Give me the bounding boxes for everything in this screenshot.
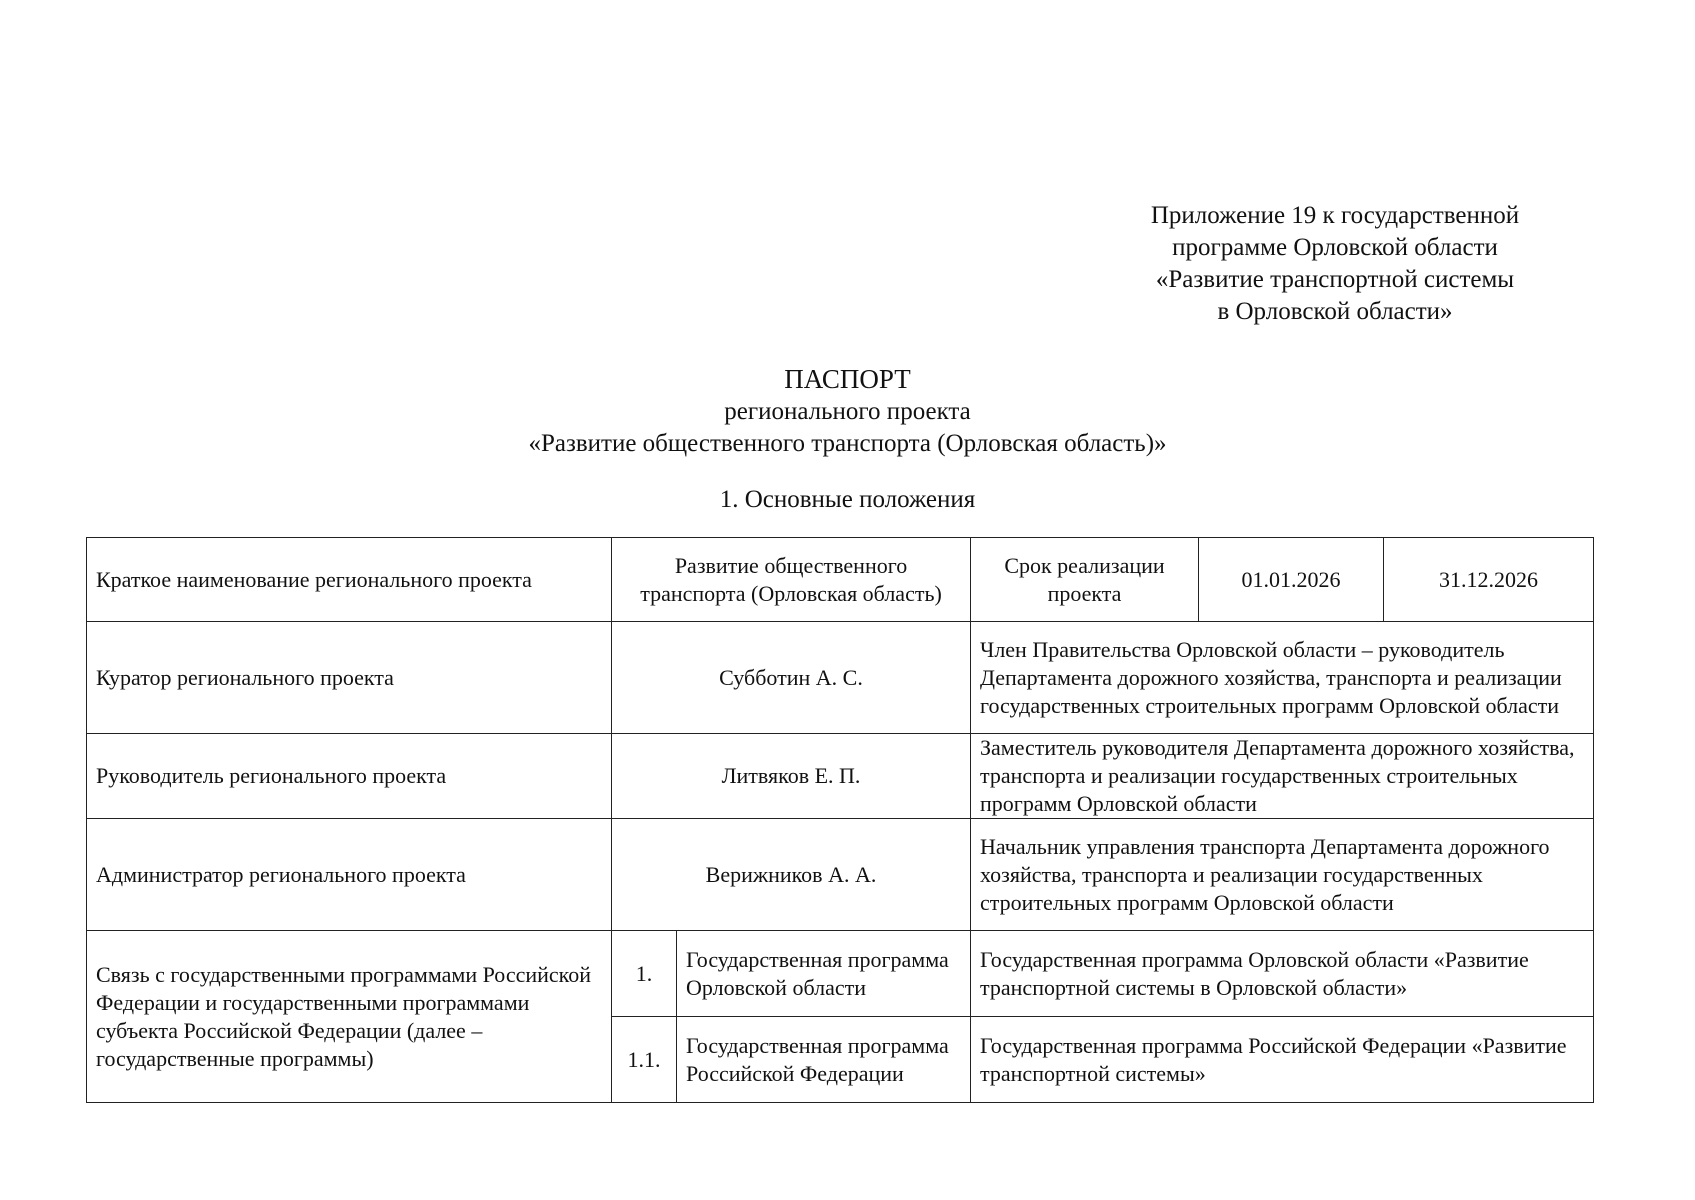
- main-provisions-table: [86, 537, 1594, 1103]
- term-end-date: 31.12.2026: [1384, 538, 1594, 622]
- program-name: Государственная программа Российской Федерации «Развитие транспортной системы»: [971, 1017, 1594, 1103]
- head-label: Руководитель регионального проекта: [87, 734, 612, 819]
- curator-name: Субботин А. С.: [612, 622, 971, 734]
- program-row-number: 1.: [612, 931, 677, 1017]
- term-start-date: 01.01.2026: [1199, 538, 1384, 622]
- short-name-label: Краткое наименование регионального проекта: [87, 538, 612, 622]
- section-heading: 1. Основные положения: [719, 486, 976, 513]
- document-subtitle: регионального проекта: [724, 398, 971, 425]
- program-type: Государственная программа Орловской области: [677, 931, 971, 1017]
- appendix-line: «Развитие транспортной системы: [1155, 266, 1515, 293]
- admin-label: Администратор регионального проекта: [87, 819, 612, 931]
- short-name-value: Развитие общественного транспорта (Орловская область): [612, 538, 971, 622]
- project-name-heading: «Развитие общественного транспорта (Орловская область)»: [528, 430, 1167, 457]
- table-row: [87, 734, 1594, 819]
- head-name: Литвяков Е. П.: [612, 734, 971, 819]
- program-links-label: Связь с государственными программами Российской Федерации и государственными программами субъекта Российской Федерации (далее – государственные программы): [87, 931, 612, 1103]
- appendix-line: Приложение 19 к государственной: [1150, 202, 1520, 229]
- document-title: ПАСПОРТ: [784, 364, 911, 394]
- curator-position: Член Правительства Орловской области – руководитель Департамента дорожного хозяйства, транспорта и реализации государственных строительных программ Орловской области: [971, 622, 1594, 734]
- admin-position: Начальник управления транспорта Департамента дорожного хозяйства, транспорта и реализации государственных строительных программ Орловской области: [971, 819, 1594, 931]
- table-row: [87, 622, 1594, 734]
- head-position: Заместитель руководителя Департамента дорожного хозяйства, транспорта и реализации государственных строительных программ Орловской области: [971, 734, 1594, 819]
- curator-label: Куратор регионального проекта: [87, 622, 612, 734]
- appendix-note: [1100, 200, 1570, 328]
- table-row: [87, 538, 1594, 622]
- admin-name: Верижников А. А.: [612, 819, 971, 931]
- table-row: [87, 819, 1594, 931]
- program-type: Государственная программа Российской Федерации: [677, 1017, 971, 1103]
- term-label: Срок реализации проекта: [971, 538, 1199, 622]
- program-name: Государственная программа Орловской области «Развитие транспортной системы в Орловской области»: [971, 931, 1594, 1017]
- table-row: [87, 931, 1594, 1017]
- appendix-line: в Орловской области»: [1217, 298, 1453, 325]
- program-row-number: 1.1.: [612, 1017, 677, 1103]
- appendix-line: программе Орловской области: [1172, 234, 1498, 261]
